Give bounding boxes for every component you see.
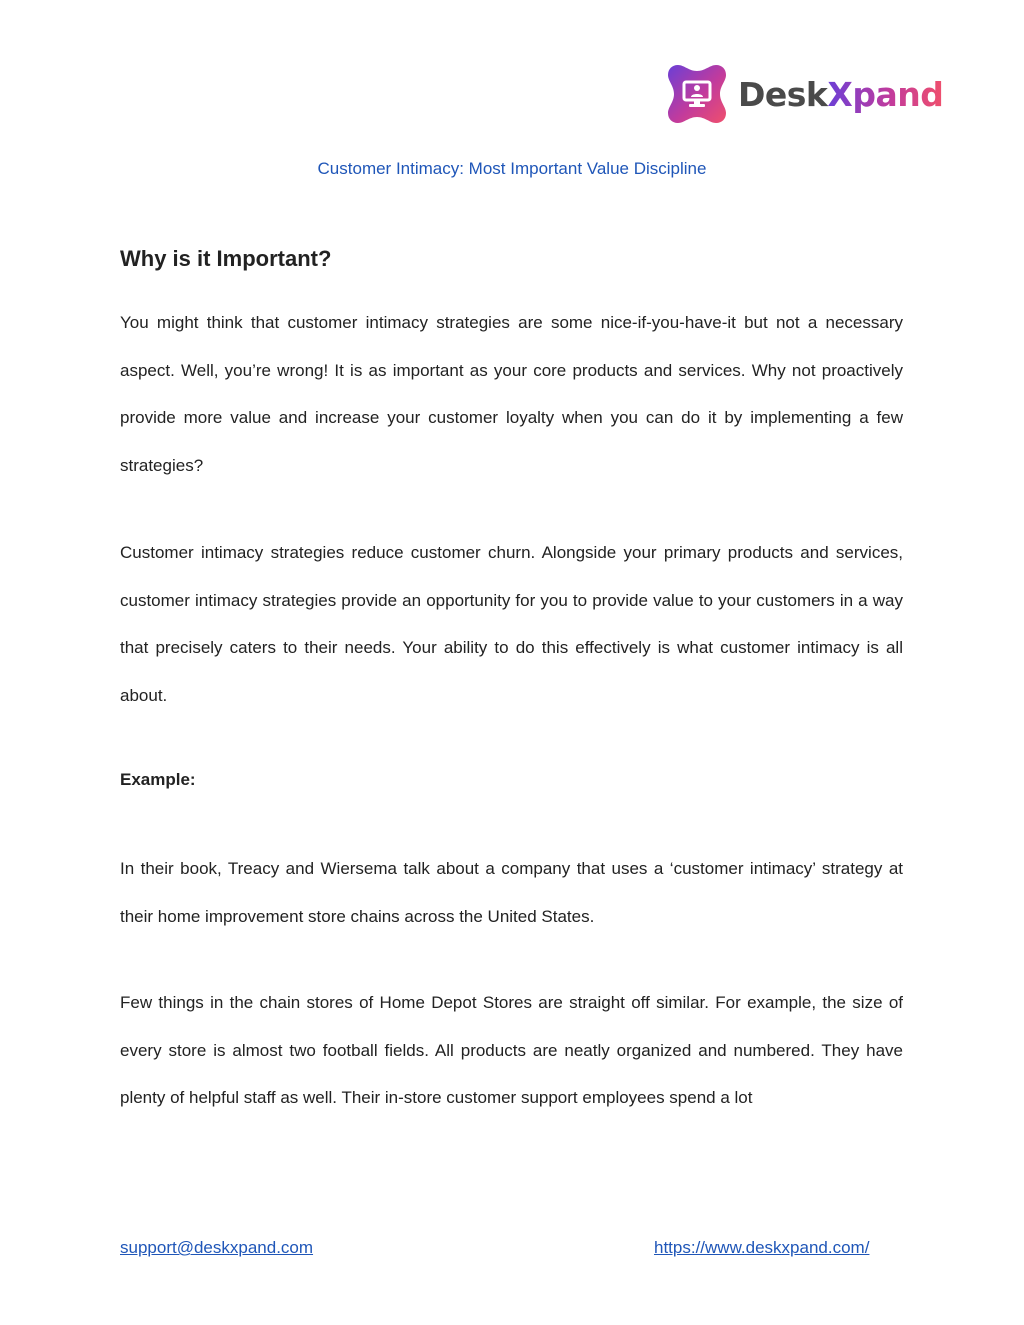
- website-link[interactable]: https://www.deskxpand.com/: [654, 1238, 870, 1257]
- monitor-person-icon: [664, 61, 730, 127]
- deskxpand-logo: [664, 60, 944, 128]
- support-email-link[interactable]: support@deskxpand.com: [120, 1238, 314, 1257]
- document-title: Customer Intimacy: Most Important Value Discipline: [317, 159, 707, 178]
- brand-wordmark: [738, 75, 943, 114]
- section-heading: Why is it Important?: [120, 246, 332, 271]
- paragraph-3: In their book, Treacy and Wiersema talk about a company that uses a ‘customer intimacy’ strategy at their home improvement store chains across the United States.: [120, 859, 903, 926]
- brand-name-desk: Desk: [738, 74, 828, 114]
- paragraph-1: You might think that customer intimacy strategies are some nice-if-you-have-it but not a necessary aspect. Well, you’re wrong! It is as important as your core products and services. Why not proactively provide more value and increase your customer loyalty when you can do it by implementing a few strategies?: [120, 313, 903, 476]
- paragraph-2: Customer intimacy strategies reduce customer churn. Alongside your primary products and services, customer intimacy strategies provide an opportunity for you to provide value to your customers in a way that precisely caters to their needs. Your ability to do this effectively is what customer intimacy is all about.: [120, 543, 903, 706]
- paragraph-4: Few things in the chain stores of Home Depot Stores are straight off similar. For example, the size of every store is almost two football fields. All products are neatly organized and numbered. They have plenty of helpful staff as well. Their in-store customer support employees spend a lot: [120, 993, 903, 1108]
- example-label: Example:: [120, 770, 196, 789]
- brand-name-xpand: Xpand: [827, 74, 944, 114]
